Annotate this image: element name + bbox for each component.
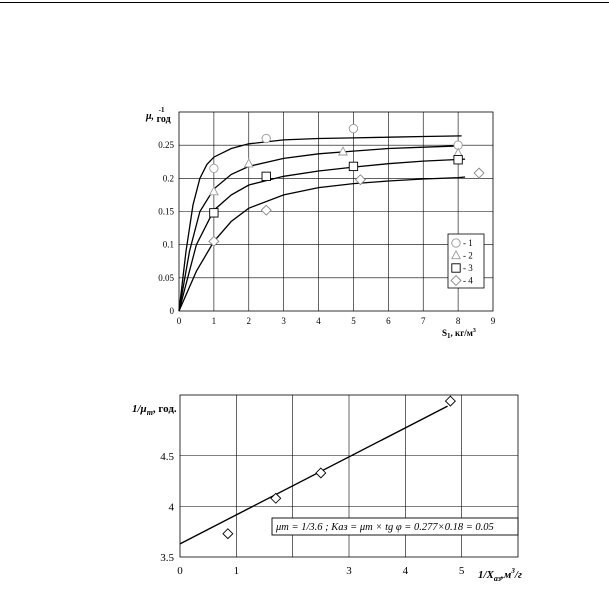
chart-1-x-tick-label: 2 <box>246 316 252 326</box>
chart-1-x-tick-label: 9 <box>490 316 496 326</box>
chart-1-series-1-point <box>262 134 270 142</box>
chart-1-points <box>209 124 484 246</box>
chart-1-series-3-point <box>210 209 218 217</box>
chart-1-series-3-point <box>349 162 357 170</box>
chart-2-x-tick-label: 3 <box>346 565 352 577</box>
chart-1-x-tick-label: 4 <box>316 316 321 326</box>
chart-1-curves <box>179 136 465 311</box>
chart-2-x-tick-label: 4 <box>402 565 409 577</box>
chart-1-y-axis-label: μ, год-1 <box>146 106 171 125</box>
chart-2 <box>132 395 522 583</box>
chart-1-y-tick-label: 0 <box>169 306 174 316</box>
chart-1-x-tick-label: 5 <box>351 316 356 326</box>
chart-1-y-tick-label: 0.1 <box>162 239 174 250</box>
chart-1-series-4-curve <box>179 177 465 311</box>
chart-1-legend-marker-3 <box>452 264 460 272</box>
chart-2-points <box>223 396 455 538</box>
chart-1 <box>145 106 496 340</box>
chart-1-grid <box>179 112 493 311</box>
chart-1-legend <box>448 234 484 288</box>
chart-1-x-ticks <box>177 316 496 326</box>
chart-1-series-1-point <box>349 124 357 132</box>
chart-1-x-tick-label: 8 <box>455 316 461 326</box>
chart-2-point <box>446 396 456 406</box>
chart-2-x-tick-label: 0 <box>177 565 183 577</box>
chart-2-y-tick-label: 4 <box>168 501 174 514</box>
chart-2-y-axis-label: $1/\mu_m$, год. <box>132 403 177 417</box>
chart-2-y-tick-label: 4.5 <box>160 450 174 463</box>
chart-1-series-3-point <box>262 172 270 180</box>
chart-1-series-2-point <box>210 187 218 195</box>
chart-2-annotation: μm = 1/3.6 ; Каз = μm × tg φ = 0.277×0.18 = 0.05 <box>276 522 494 533</box>
chart-2-x-axis-label: $1/X_{аз},м^3/г$ <box>478 567 522 583</box>
chart-1-x-axis-label: $S_1$, $кг/м^3$ <box>442 328 476 340</box>
chart-1-series-4-point <box>474 168 484 178</box>
chart-2-point <box>223 529 233 539</box>
chart-1-y-tick-label: 0.15 <box>158 206 174 217</box>
chart-1-series-3-point <box>454 156 462 164</box>
chart-2-x-tick-label: 1 <box>233 565 240 577</box>
chart-1-x-tick-label: 1 <box>211 316 217 326</box>
chart-1-legend-label-1: - 1 <box>463 238 473 248</box>
chart-1-series-1-point <box>210 164 218 172</box>
chart-2-y-ticks <box>160 451 174 564</box>
chart-1-series-1-curve <box>179 136 462 311</box>
chart-1-legend-label-4: - 4 <box>463 275 473 286</box>
chart-1-legend-marker-1 <box>452 239 460 247</box>
chart-1-series-4-point <box>261 205 271 215</box>
chart-1-y-ticks <box>158 140 174 316</box>
chart-2-x-ticks <box>177 565 465 577</box>
chart-1-x-tick-label: 7 <box>420 316 426 326</box>
chart-1-x-tick-label: 0 <box>176 316 182 326</box>
chart-1-y-tick-label: 0.2 <box>162 173 174 184</box>
chart-1-y-tick-label: 0.05 <box>158 272 174 283</box>
chart-2-y-tick-label: 3.5 <box>160 552 174 564</box>
chart-1-x-tick-label: 3 <box>281 316 286 326</box>
chart-2-x-tick-label: 5 <box>458 565 465 577</box>
chart-2-point <box>271 493 281 503</box>
chart-1-legend-label-3: - 3 <box>463 263 473 273</box>
chart-1-x-tick-label: 6 <box>386 316 391 326</box>
chart-1-y-tick-label: 0.25 <box>158 140 174 151</box>
chart-1-legend-label-2: - 2 <box>463 250 473 261</box>
chart-1-series-2-point <box>245 159 253 167</box>
